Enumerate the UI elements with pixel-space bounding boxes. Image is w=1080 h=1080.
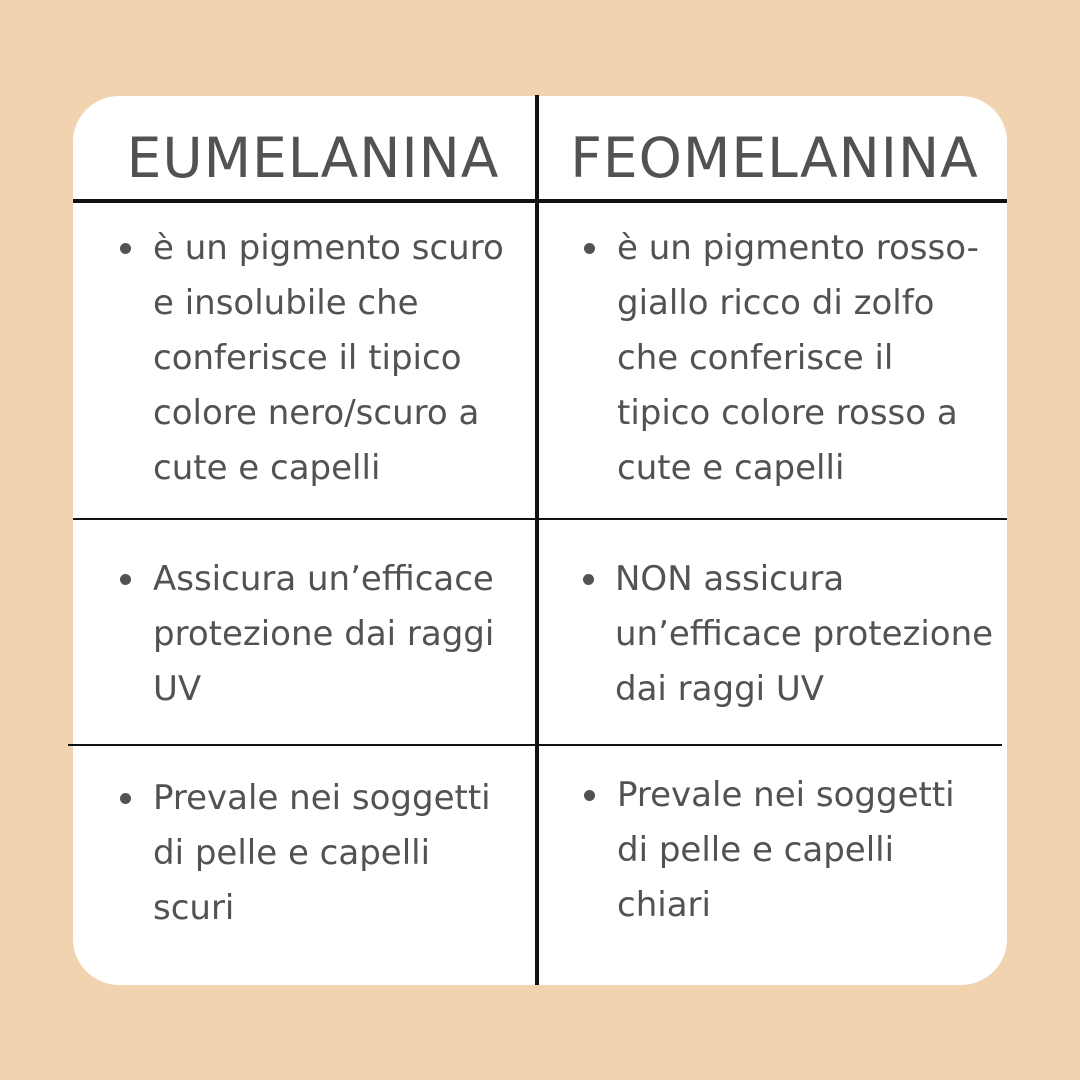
text-line: di pelle e capelli xyxy=(617,830,895,870)
bullet-dot xyxy=(120,574,131,585)
text-line: dai raggi UV xyxy=(615,669,825,709)
row-divider-1 xyxy=(73,518,1007,520)
text-line: chiari xyxy=(617,885,711,925)
bullet-dot xyxy=(120,793,131,804)
text-line: Prevale nei soggetti xyxy=(153,778,491,818)
text-line: cute e capelli xyxy=(617,448,845,488)
cell-row2-left xyxy=(153,552,494,717)
text-line: è un pigmento scuro xyxy=(153,228,504,268)
text-line: tipico colore rosso a xyxy=(617,393,958,433)
text-line: è un pigmento rosso- xyxy=(617,228,979,268)
bullet-dot xyxy=(583,574,594,585)
text-line: un’efficace protezione xyxy=(615,614,994,654)
cell-row3-left xyxy=(153,771,491,936)
cell-row2-right xyxy=(615,552,993,717)
header-eumelanina: EUMELANINA xyxy=(126,126,500,190)
text-line: che conferisce il xyxy=(617,338,894,378)
header-feomelanina: FEOMELANINA xyxy=(570,126,979,190)
bullet-dot xyxy=(584,243,595,254)
cell-row3-right xyxy=(617,768,955,933)
text-line: giallo ricco di zolfo xyxy=(617,283,935,323)
bullet-dot xyxy=(584,790,595,801)
cell-row1-left xyxy=(153,221,504,496)
header-divider xyxy=(73,199,1007,203)
column-divider xyxy=(535,95,539,985)
text-line: scuri xyxy=(153,888,235,928)
text-line: di pelle e capelli xyxy=(153,833,431,873)
text-line: e insolubile che xyxy=(153,283,419,323)
text-line: cute e capelli xyxy=(153,448,381,488)
text-line: Prevale nei soggetti xyxy=(617,775,955,815)
bullet-dot xyxy=(120,243,131,254)
text-line: conferisce il tipico xyxy=(153,338,462,378)
text-line: UV xyxy=(153,669,202,709)
text-line: colore nero/scuro a xyxy=(153,393,480,433)
text-line: NON assicura xyxy=(615,559,845,599)
text-line: protezione dai raggi xyxy=(153,614,495,654)
cell-row1-right xyxy=(617,221,979,496)
text-line: Assicura un’efficace xyxy=(153,559,494,599)
